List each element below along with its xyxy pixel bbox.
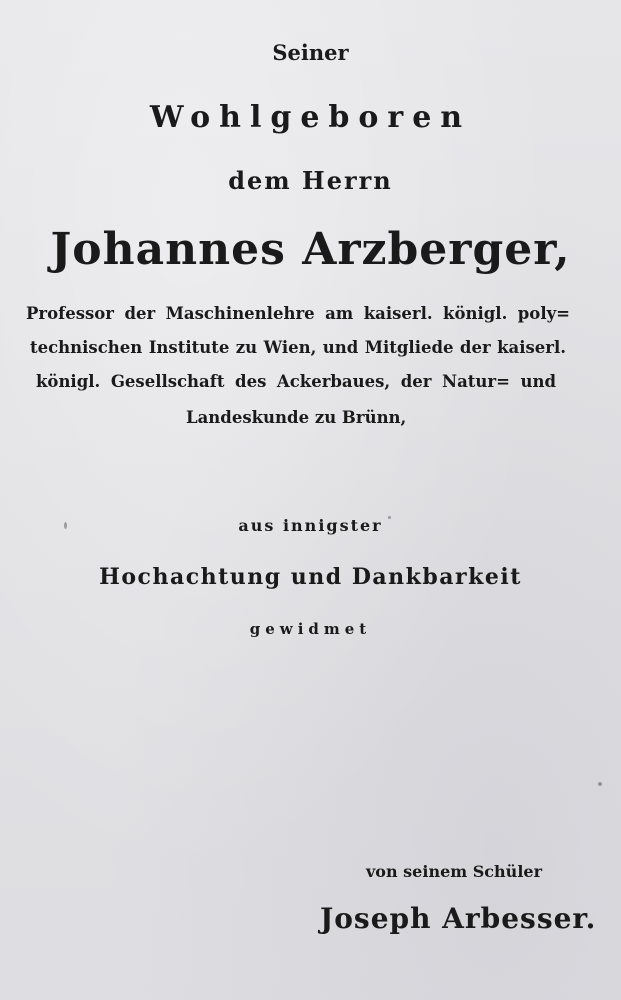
description-line-3: königl. Gesellschaft des Ackerbaues, der Natur= und bbox=[36, 372, 556, 391]
salutation: Seiner bbox=[272, 40, 349, 65]
paper-speck bbox=[64, 522, 67, 529]
von-seinem-schueler: von seinem Schüler bbox=[366, 862, 542, 881]
author-signature: Joseph Arbesser. bbox=[320, 902, 597, 935]
recipient-name: Johannes Arzberger, bbox=[50, 224, 571, 275]
description-line-2: technischen Institute zu Wien, und Mitgliede der kaiserl. bbox=[30, 338, 566, 357]
description-line-1: Professor der Maschinenlehre am kaiserl. königl. poly= bbox=[26, 304, 570, 323]
honorific: Wohlgeboren bbox=[149, 100, 472, 135]
description-line-4: Landeskunde zu Brünn, bbox=[186, 408, 407, 427]
paper-speck bbox=[598, 782, 602, 786]
gewidmet: gewidmet bbox=[249, 620, 372, 638]
hochachtung-und-dankbarkeit: Hochachtung und Dankbarkeit bbox=[99, 564, 522, 590]
aus-innigster: aus innigster bbox=[238, 516, 383, 535]
dem-herrn: dem Herrn bbox=[228, 166, 393, 195]
paper-speck bbox=[388, 516, 391, 519]
